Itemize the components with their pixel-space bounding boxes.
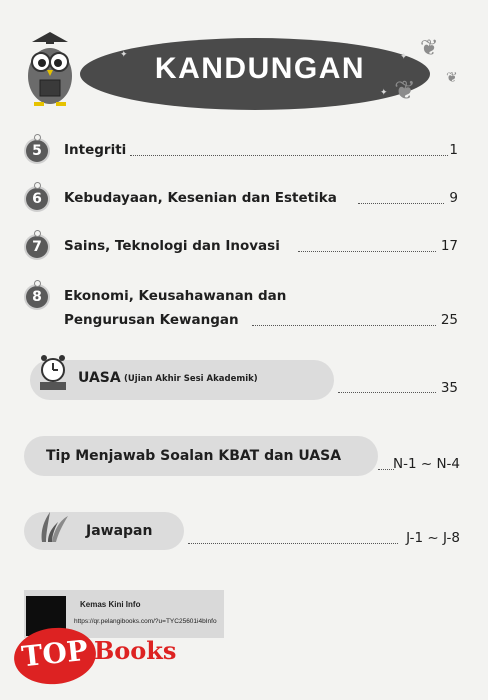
dot-leader (338, 392, 436, 393)
page-number: J-1 ~ J-8 (406, 530, 460, 546)
info-title: Kemas Kini Info (80, 600, 141, 609)
chapter-title-line1[interactable]: Ekonomi, Keusahawanan dan (64, 288, 287, 304)
dot-leader (188, 543, 398, 544)
chapter-number: 5 (26, 140, 48, 162)
leaf-icon: ❦ (394, 76, 416, 106)
leaf-icon: ❦ (420, 36, 439, 61)
star-icon: ✦ (120, 50, 128, 60)
tip-title[interactable]: Tip Menjawab Soalan KBAT dan UASA (46, 448, 342, 464)
chapter-title-line2[interactable]: Pengurusan Kewangan (64, 312, 239, 328)
topbooks-logo: TOP (11, 624, 98, 688)
uasa-title[interactable]: UASA (78, 370, 121, 386)
page-number: 35 (440, 380, 458, 396)
chapter-title[interactable]: Kebudayaan, Kesenian dan Estetika (64, 190, 337, 206)
star-icon: ✦ (380, 88, 388, 98)
page-title: KANDUNGAN (154, 52, 366, 85)
dot-leader (252, 325, 436, 326)
page-number: 9 (449, 190, 458, 206)
chapter-number: 6 (26, 188, 48, 210)
dot-leader (358, 203, 444, 204)
leaf-icon: ❦ (446, 70, 458, 86)
topbooks-logo-text: Books (94, 636, 177, 665)
chapter-title[interactable]: Sains, Teknologi dan Inovasi (64, 238, 280, 254)
chapter-number: 8 (26, 286, 48, 308)
page-number: 25 (440, 312, 458, 328)
uasa-subtitle: (Ujian Akhir Sesi Akademik) (124, 374, 258, 384)
chapter-number: 7 (26, 236, 48, 258)
dot-leader (298, 251, 436, 252)
alarm-clock-icon (38, 352, 68, 392)
page-number: 17 (440, 238, 458, 254)
chapter-title[interactable]: Integriti (64, 142, 127, 158)
owl-icon (20, 30, 80, 110)
dot-leader (130, 155, 448, 156)
jawapan-title[interactable]: Jawapan (86, 523, 153, 539)
info-url[interactable]: https://qr.pelangibooks.com/?u=TYC25601i4bInfo (74, 618, 217, 625)
page-number: N-1 ~ N-4 (392, 456, 460, 472)
page-number: 1 (449, 142, 458, 158)
plant-icon (34, 504, 74, 544)
star-icon: ✦ (400, 52, 408, 62)
